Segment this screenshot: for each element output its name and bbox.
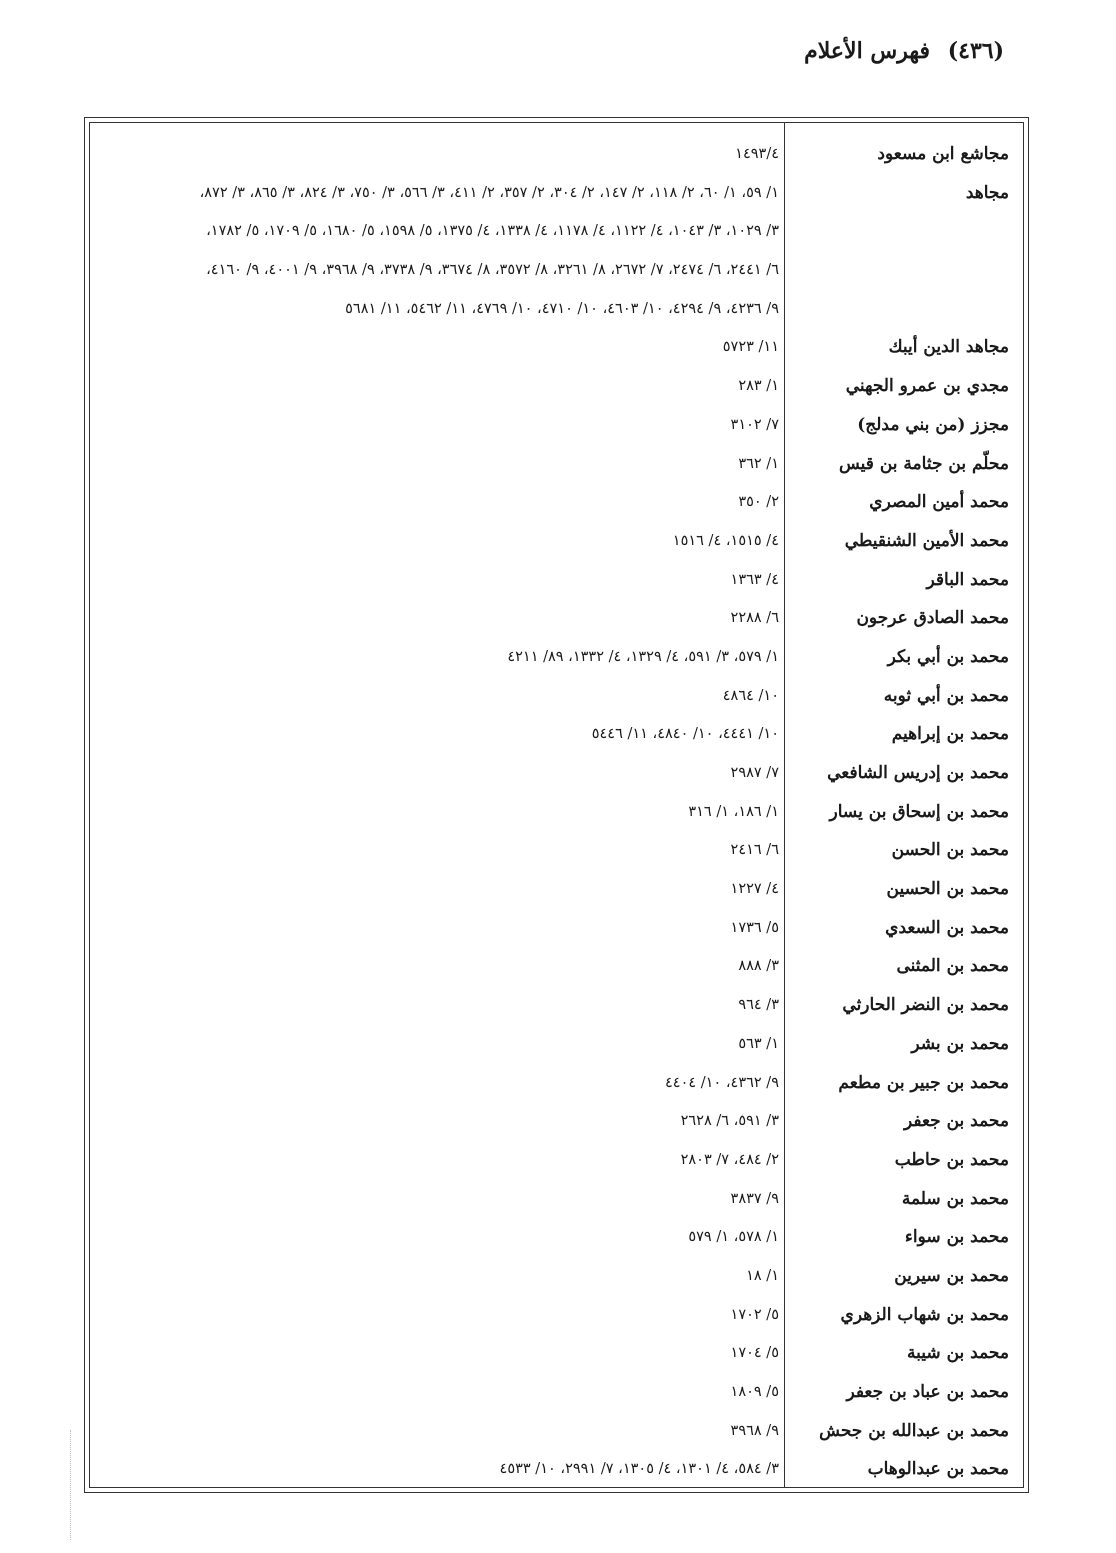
entry-references bbox=[90, 1064, 799, 1103]
index-entry bbox=[90, 1102, 1023, 1141]
index-entry bbox=[90, 1334, 1023, 1373]
index-entry bbox=[90, 445, 1023, 484]
page-header bbox=[794, 38, 1004, 64]
entry-references bbox=[90, 1141, 799, 1180]
reference-line: ٩/ ٣٩٦٨ bbox=[730, 1422, 779, 1439]
entry-name: محمد بن النضر الحارثي bbox=[842, 995, 1009, 1016]
reference-line: ١٤٩٣/٤ bbox=[735, 146, 779, 162]
entry-name: مجاهد الدين أيبك bbox=[888, 337, 1009, 358]
index-entry bbox=[90, 599, 1023, 638]
reference-line: ٥/ ١٧٣٦ bbox=[730, 919, 779, 936]
reference-line: ١/ ٥٧٩، ٣/ ٥٩١، ٤/ ١٣٢٩، ٤/ ١٣٣٢، ٨٩/ ٤٢١١ bbox=[507, 648, 779, 665]
index-entry bbox=[90, 831, 1023, 870]
reference-line: ١/ ٥٧٨، ١/ ٥٧٩ bbox=[688, 1229, 779, 1246]
entry-references bbox=[90, 870, 799, 909]
entry-name: محمد بن شهاب الزهري bbox=[840, 1304, 1009, 1325]
reference-line: ١/ ١٨ bbox=[746, 1267, 779, 1284]
index-table-inner-border bbox=[89, 122, 1024, 1488]
entry-references bbox=[90, 1296, 799, 1335]
entry-references bbox=[90, 561, 799, 600]
index-entry bbox=[90, 522, 1023, 561]
entry-name: محمد بن عبدالوهاب bbox=[867, 1459, 1009, 1480]
reference-line: ٥/ ١٧٠٢ bbox=[730, 1306, 779, 1323]
entry-name: مجزز (من بني مدلج) bbox=[857, 414, 1009, 435]
index-entry bbox=[90, 135, 1023, 174]
entry-name: محمد بن إدريس الشافعي bbox=[827, 763, 1009, 783]
index-entry bbox=[90, 1064, 1023, 1103]
entry-references bbox=[90, 599, 799, 638]
entry-name: محلّم بن جثامة بن قيس bbox=[838, 453, 1009, 474]
reference-line: ٦/ ٢٤٤١، ٦/ ٢٤٧٤، ٧/ ٢٦٧٢، ٨/ ٣٢٦١، ٨/ ٣٥٧٢، ٨/ ٣٦٧٤، ٩/ ٣٧٣٨، ٩/ ٣٩٦٨، ٩/ ٤٠٠١، ٩/ ٤١٦٠، bbox=[206, 262, 779, 279]
index-entry bbox=[90, 367, 1023, 406]
index-entry bbox=[90, 1412, 1023, 1451]
index-table bbox=[84, 117, 1029, 1493]
entry-references bbox=[90, 367, 799, 406]
index-entry bbox=[90, 793, 1023, 832]
entry-references bbox=[90, 1450, 799, 1489]
entry-name: محمد بن جبير بن مطعم bbox=[838, 1072, 1009, 1093]
entry-name: محمد بن حاطب bbox=[894, 1149, 1009, 1170]
reference-line: ١/ ٥٩، ١/ ٦٠، ٢/ ١١٨، ٢/ ١٤٧، ٢/ ٣٠٤، ٢/ ٣٥٧، ٢/ ٤١١، ٣/ ٥٦٦، ٣/ ٧٥٠، ٣/ ٨٢٤، ٣/ ٨٦٥، ٣/ ٨٧٢، bbox=[199, 184, 779, 201]
entry-references bbox=[90, 135, 799, 174]
entry-name: مجاهد bbox=[965, 182, 1009, 203]
entry-references bbox=[90, 445, 799, 484]
reference-line: ٩/ ٤٢٣٦، ٩/ ٤٢٩٤، ١٠/ ٤٦٠٣، ١٠/ ٤٧١٠، ١٠/ ٤٧٦٩، ١١/ ٥٤٦٢، ١١/ ٥٦٨١ bbox=[345, 300, 779, 317]
entry-references bbox=[90, 328, 799, 367]
reference-line: ٢/ ٤٨٤، ٧/ ٢٨٠٣ bbox=[680, 1151, 779, 1168]
entry-references bbox=[90, 793, 799, 832]
entry-name: محمد بن شيبة bbox=[907, 1343, 1009, 1364]
index-entry bbox=[90, 638, 1023, 677]
reference-line: ١/ ٣٦٢ bbox=[738, 455, 779, 472]
entry-references bbox=[90, 947, 799, 986]
reference-line: ٣/ ٩٦٤ bbox=[738, 997, 779, 1014]
index-entry bbox=[90, 947, 1023, 986]
reference-line: ٧/ ٣١٠٢ bbox=[730, 416, 779, 433]
index-entry bbox=[90, 1257, 1023, 1296]
entry-references bbox=[90, 754, 799, 793]
entry-name: محمد بن بشر bbox=[911, 1033, 1009, 1054]
index-entry bbox=[90, 561, 1023, 600]
entry-references bbox=[90, 831, 799, 870]
entry-name: مجدي بن عمرو الجهني bbox=[845, 376, 1009, 397]
reference-line: ٩/ ٣٨٣٧ bbox=[730, 1190, 779, 1207]
index-entries bbox=[90, 135, 1023, 1489]
entry-name: محمد بن الحسن bbox=[891, 840, 1009, 861]
reference-line: ١١/ ٥٧٢٣ bbox=[722, 339, 779, 356]
index-entry bbox=[90, 1218, 1023, 1257]
entry-name: مجاشع ابن مسعود bbox=[877, 144, 1009, 164]
entry-references bbox=[90, 1180, 799, 1219]
entry-name: محمد بن المثنى bbox=[896, 956, 1009, 977]
index-entry bbox=[90, 715, 1023, 754]
entry-name: محمد بن جعفر bbox=[903, 1111, 1009, 1132]
reference-line: ٥/ ١٧٠٤ bbox=[730, 1345, 779, 1362]
entry-name: محمد بن سواء bbox=[904, 1227, 1009, 1248]
entry-name: محمد بن إبراهيم bbox=[891, 724, 1009, 745]
reference-line: ٤/ ١٥١٥، ٤/ ١٥١٦ bbox=[672, 532, 779, 549]
index-entry bbox=[90, 1373, 1023, 1412]
index-entry bbox=[90, 1296, 1023, 1335]
reference-line: ٦/ ٢٤١٦ bbox=[730, 842, 779, 859]
index-entry bbox=[90, 1450, 1023, 1489]
margin-marks bbox=[70, 1430, 71, 1540]
index-entry bbox=[90, 328, 1023, 367]
reference-line: ١٠/ ٤٤٤١، ١٠/ ٤٨٤٠، ١١/ ٥٤٤٦ bbox=[591, 726, 779, 743]
reference-line: ٤/ ١٣٦٣ bbox=[730, 571, 779, 588]
entry-name: محمد بن الحسين bbox=[886, 879, 1009, 900]
entry-name: محمد بن إسحاق بن يسار bbox=[829, 801, 1009, 822]
page-number: (٤٣٦) bbox=[947, 38, 1004, 64]
index-entry bbox=[90, 1141, 1023, 1180]
index-entry bbox=[90, 754, 1023, 793]
entry-references bbox=[90, 1102, 799, 1141]
entry-name: محمد بن السعدي bbox=[885, 917, 1009, 938]
reference-line: ٣/ ٨٨٨ bbox=[738, 958, 779, 975]
reference-line: ٣/ ١٠٢٩، ٣/ ١٠٤٣، ٤/ ١١٢٢، ٤/ ١١٧٨، ٤/ ١٣٣٨، ٤/ ١٣٧٥، ٥/ ١٥٩٨، ٥/ ١٦٨٠، ٥/ ١٧٠٩، ٥/ ١٧٨٢، bbox=[206, 223, 779, 240]
reference-line: ١/ ٢٨٣ bbox=[738, 378, 779, 395]
entry-name: محمد بن عبدالله بن جحش bbox=[819, 1420, 1009, 1441]
entry-references bbox=[90, 406, 799, 445]
entry-name: محمد الصادق عرجون bbox=[856, 608, 1009, 629]
reference-line: ٣/ ٥٩١، ٦/ ٢٦٢٨ bbox=[680, 1113, 779, 1130]
entry-name: محمد بن أبي ثوبه bbox=[883, 685, 1009, 706]
entry-references bbox=[90, 174, 799, 329]
entry-name: محمد بن عباد بن جعفر bbox=[846, 1382, 1009, 1402]
entry-references bbox=[90, 715, 799, 754]
reference-line: ٣/ ٥٨٤، ٤/ ١٣٠١، ٤/ ١٣٠٥، ٧/ ٢٩٩١، ١٠/ ٤٥٣٣ bbox=[499, 1461, 779, 1478]
index-entry bbox=[90, 909, 1023, 948]
index-entry bbox=[90, 677, 1023, 716]
entry-name: محمد الباقر bbox=[926, 569, 1009, 590]
index-entry bbox=[90, 406, 1023, 445]
reference-line: ٩/ ٤٣٦٢، ١٠/ ٤٤٠٤ bbox=[665, 1074, 779, 1091]
entry-name: محمد الأمين الشنقيطي bbox=[844, 530, 1009, 551]
entry-name: محمد بن أبي بكر bbox=[887, 646, 1009, 667]
reference-line: ٧/ ٢٩٨٧ bbox=[730, 765, 779, 781]
entry-references bbox=[90, 522, 799, 561]
index-entry bbox=[90, 870, 1023, 909]
entry-references bbox=[90, 1412, 799, 1451]
entry-references bbox=[90, 677, 799, 716]
entry-references bbox=[90, 1025, 799, 1064]
entry-references bbox=[90, 483, 799, 522]
reference-line: ١٠/ ٤٨٦٤ bbox=[722, 687, 779, 704]
entry-references bbox=[90, 638, 799, 677]
entry-name: محمد بن سيرين bbox=[894, 1265, 1009, 1286]
reference-line: ١/ ٥٦٣ bbox=[738, 1035, 779, 1052]
entry-references bbox=[90, 1373, 799, 1412]
entry-references bbox=[90, 986, 799, 1025]
entry-references bbox=[90, 1334, 799, 1373]
entry-references bbox=[90, 1218, 799, 1257]
entry-name: محمد أمين المصري bbox=[869, 492, 1009, 513]
entry-references bbox=[90, 909, 799, 948]
reference-line: ١/ ١٨٦، ١/ ٣١٦ bbox=[688, 803, 779, 820]
index-entry bbox=[90, 174, 1023, 329]
index-entry bbox=[90, 1180, 1023, 1219]
entry-name: محمد بن سلمة bbox=[901, 1188, 1009, 1209]
entry-references bbox=[90, 1257, 799, 1296]
reference-line: ٤/ ١٢٢٧ bbox=[730, 881, 779, 898]
index-entry bbox=[90, 1025, 1023, 1064]
index-entry bbox=[90, 986, 1023, 1025]
index-entry bbox=[90, 483, 1023, 522]
page-title: فهرس الأعلام bbox=[804, 38, 931, 64]
reference-line: ٥/ ١٨٠٩ bbox=[730, 1384, 779, 1400]
reference-line: ٢/ ٣٥٠ bbox=[738, 494, 779, 511]
reference-line: ٦/ ٢٢٨٨ bbox=[730, 610, 779, 627]
